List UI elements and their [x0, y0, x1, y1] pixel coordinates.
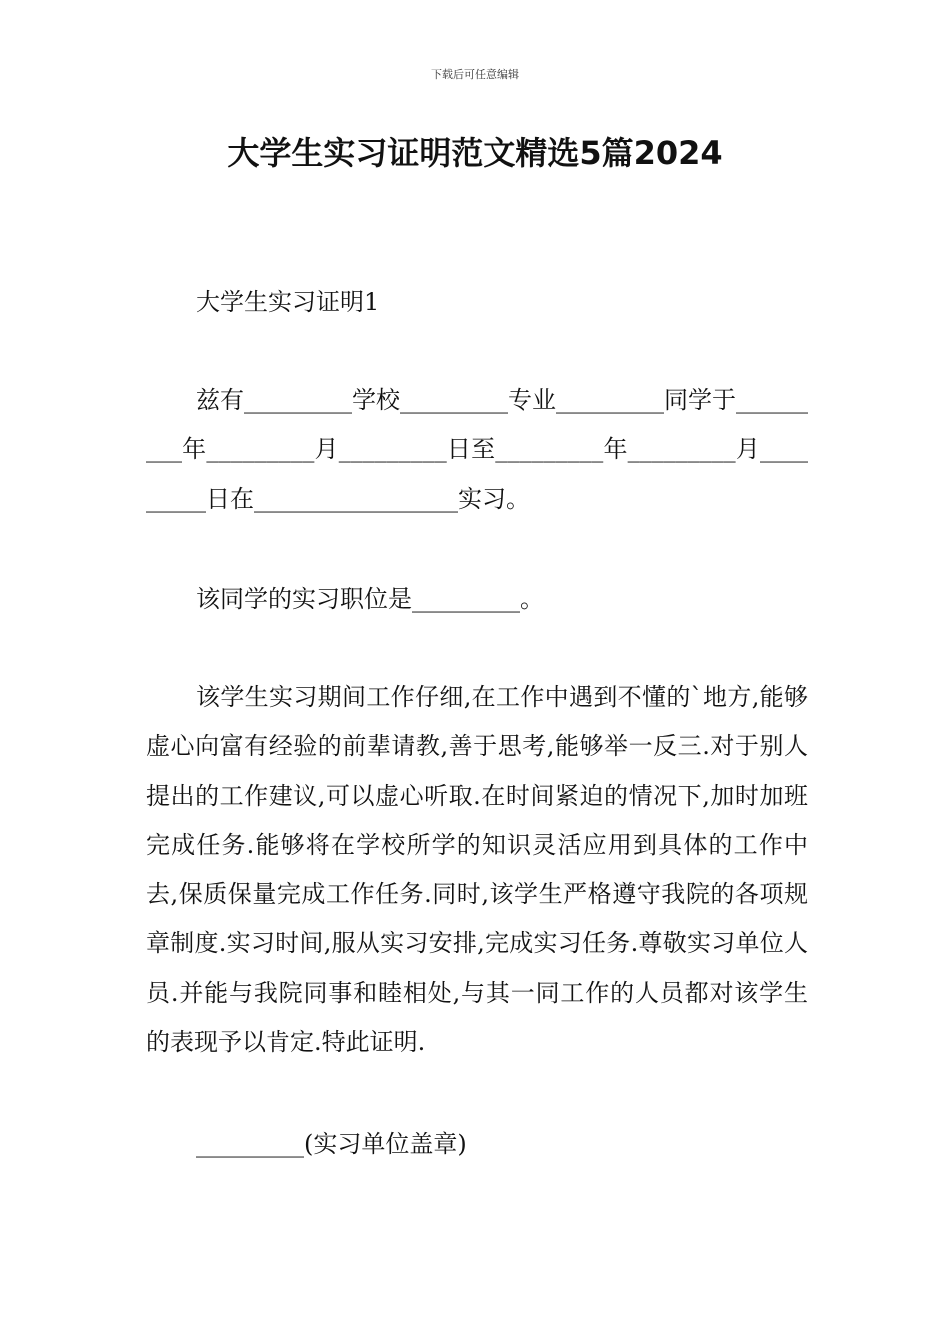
- header-note: 下载后可任意编辑: [431, 68, 519, 81]
- stamp-line: _________(实习单位盖章): [196, 1130, 467, 1158]
- evaluation-paragraph: 该学生实习期间工作仔细,在工作中遇到不懂的`地方,能够虚心向富有经验的前辈请教,善于思考,能够举一反三.对于别人提出的工作建议,可以虚心听取.在时间紧迫的情况下,加时加班完成任务.能够将在学校所学的知识灵活应用到具体的工作中去,保质保量完成工作任务.同时,该学生严格遵守我院的各项规章制度.实习时间,服从实习安排,完成实习任务.尊敬实习单位人员.并能与我院同事和睦相处,与其一同工作的人员都对该学生的表现予以肯定.特此证明.: [146, 683, 808, 1057]
- position-paragraph: 该同学的实习职位是_________。: [196, 585, 544, 613]
- fill-in-paragraph: 兹有_________学校_________专业_________同学于_________年_________月_________日至_________年_________月_________日在_________________实习。: [146, 386, 808, 513]
- document-title: 大学生实习证明范文精选5篇2024: [227, 134, 723, 172]
- section-heading: 大学生实习证明1: [196, 288, 380, 316]
